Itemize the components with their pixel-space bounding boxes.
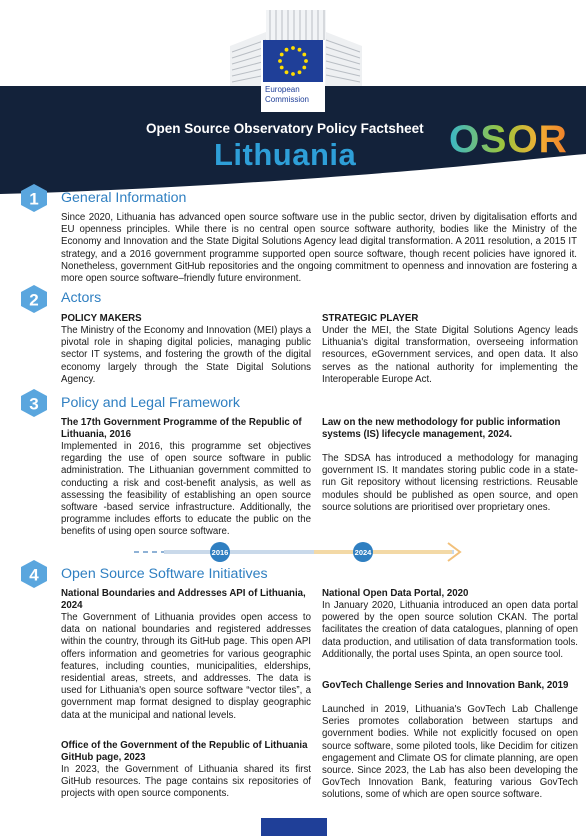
section-1-number-icon [19, 183, 49, 213]
section-4-number-icon [19, 559, 49, 589]
initiative-body-open-data-portal: In January 2020, Lithuania introduced an open data portal powered by the open source solution CKAN. The portal facilitates the creation of data catalogues, planning of open data production, and utilisation of data transformation tools. Additionally, the portal uses Spinta, an open source tool. [322, 600, 578, 660]
is-lifecycle-law-body: The SDSA has introduced a methodology for managing government IS. It mandates storing public code in a state-run Git repository without licensing restrictions. Reusable modules should be published as open source, and open source solutions are prioritised over proprietary ones. [322, 453, 578, 513]
section-title-general-information: General Information [61, 190, 187, 206]
section-2-number-icon [19, 284, 49, 314]
strategic-player-heading: STRATEGIC PLAYER [322, 313, 419, 324]
svg-text:1: 1 [29, 189, 39, 209]
section-title-actors: Actors [61, 290, 102, 306]
footer-tab [261, 818, 327, 836]
osor-logo-text: OSOR [449, 118, 568, 161]
osor-logo [449, 118, 575, 160]
european-commission-logo [261, 40, 325, 112]
general-information-body: Since 2020, Lithuania has advanced open source software use in the public sector, driven by digitalisation efforts and EU openness principles. While there is no central open source software authority, bodies like the Ministry of the Economy and Innovation and the State Digital Solutions Agency lead digital transformation. A 2011 resolution, a 2015 IT strategy, and a 2016 government programme supported open source software, though recent policies have ignored it. Nonetheless, government GitHub repositories and the ongoing commitment to openness and innovation are fostering a more open source software–friendly future environment. [61, 212, 577, 285]
initiative-heading-govtech-challenge: GovTech Challenge Series and Innovation Bank, 2019 [322, 680, 569, 691]
country-title: Lithuania [214, 137, 357, 172]
svg-text:2024: 2024 [354, 548, 372, 557]
factsheet-subtitle: Open Source Observatory Policy Factsheet [146, 121, 424, 136]
policy-timeline [134, 540, 464, 564]
eu-flag-icon [263, 40, 323, 82]
section-3-number-icon [19, 388, 49, 418]
svg-text:2016: 2016 [211, 548, 229, 557]
section-title-policy-legal-framework: Policy and Legal Framework [61, 395, 240, 411]
timeline-marker-2024 [353, 542, 373, 562]
initiative-heading-boundaries-api: National Boundaries and Addresses API of Lithuania, 2024 [61, 588, 306, 612]
strategic-player-body: Under the MEI, the State Digital Solutions Agency leads Lithuania's digital transformation, overseeing information resources, eGovernment services, and open data. It also serves as the national authority for implementing the Interoperable Europe Act. [322, 325, 578, 385]
initiative-body-boundaries-api: The Government of Lithuania provides open access to data on national boundaries and registered addresses within the country, through its GitHub page. This open API offers information and geometries for various geographic features, including counties, municipalities, elderships, residential areas, streets, and addresses. The data is used for Lithuania's open source software “vector tiles”, a government map format designed to display geographic data at the municipal and national levels. [61, 612, 311, 721]
commission-wordmark: European Commission [265, 85, 310, 104]
initiative-heading-government-github: Office of the Government of the Republic of Lithuania GitHub page, 2023 [61, 740, 308, 764]
policy-makers-body: The Ministry of the Economy and Innovation (MEI) plays a pivotal role in shaping digital policies, managing public sector IT systems, and fostering the growth of the digital economy largely through the State Digital Solutions Agency. [61, 325, 311, 385]
government-programme-body: Implemented in 2016, this programme set objectives regarding the use of open source software in public administration. The Lithuanian government committed to conducting a risk and cost-benefit analysis, as well as assessing the feasibility of establishing an open source software -based service infrastructure. Additionally, the programme includes efforts to educate the public on the benefits of using open source software. [61, 441, 311, 538]
initiative-body-govtech-challenge: Launched in 2019, Lithuania's GovTech Lab Challenge Series promotes collaboration between startups and government bodies. While not explicitly focused on open source software, some piloted tools, like Decidim for citizen engagement and Climate OS for climate planning, are open source. Since 2023, the Lab has also been developing the GovTech Innovation Bank, featuring various GovTech solutions, some of which are open source software. [322, 704, 578, 801]
government-programme-heading: The 17th Government Programme of the Republic of Lithuania, 2016 [61, 417, 302, 441]
policy-makers-heading: POLICY MAKERS [61, 313, 142, 324]
section-title-oss-initiatives: Open Source Software Initiatives [61, 566, 268, 582]
initiative-heading-open-data-portal: National Open Data Portal, 2020 [322, 588, 469, 599]
svg-text:4: 4 [29, 565, 39, 585]
timeline-marker-2016 [210, 542, 230, 562]
svg-text:3: 3 [29, 394, 39, 414]
initiative-body-government-github: In 2023, the Government of Lithuania shared its first GitHub resources. The page contains six repositories of projects with open source components. [61, 764, 311, 800]
svg-text:2: 2 [29, 290, 39, 310]
is-lifecycle-law-heading: Law on the new methodology for public information systems (IS) lifecycle management, 2024. [322, 417, 561, 441]
